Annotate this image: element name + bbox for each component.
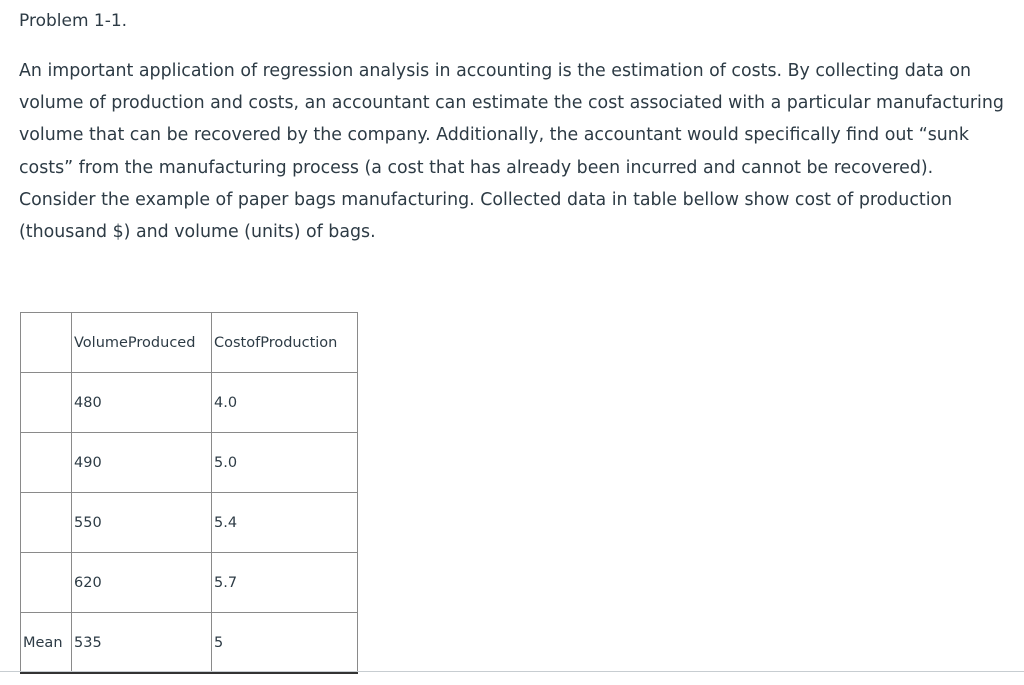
- mean-volume-cell: 535: [72, 613, 212, 674]
- cost-cell: 5.4: [212, 493, 358, 553]
- cost-cell: 5.0: [212, 433, 358, 493]
- volume-cell: 480: [72, 373, 212, 433]
- mean-label-cell: Mean: [21, 613, 72, 674]
- header-volume-produced: VolumeProduced: [72, 313, 212, 373]
- row-label-cell: [21, 553, 72, 613]
- row-label-cell: [21, 373, 72, 433]
- problem-title: Problem 1-1.: [19, 11, 128, 31]
- bottom-divider: [0, 671, 1024, 672]
- data-table: [20, 312, 358, 674]
- header-cost-of-production: CostofProduction: [212, 313, 358, 373]
- table-row: [21, 433, 358, 493]
- mean-cost-cell: 5: [212, 613, 358, 674]
- cost-cell: 5.7: [212, 553, 358, 613]
- table-row-mean: [21, 613, 358, 674]
- row-label-cell: [21, 493, 72, 553]
- problem-description: An important application of regression analysis in accounting is the estimation of costs. By collecting data on volume of production and costs, an accountant can estimate the cost associated with a particular manufacturing volume that can be recovered by the company. Additionally, the accountant would specifically find out “sunk costs” from the manufacturing process (a cost that has already been incurred and cannot be recovered). Consider the example of paper bags manufacturing. Collected data in table bellow show cost of production (thousand $) and volume (units) of bags.: [19, 61, 1004, 243]
- table-row: [21, 373, 358, 433]
- header-cell-empty: [21, 313, 72, 373]
- table-row: [21, 553, 358, 613]
- row-label-cell: [21, 433, 72, 493]
- table-row: [21, 493, 358, 553]
- volume-cell: 550: [72, 493, 212, 553]
- cost-cell: 4.0: [212, 373, 358, 433]
- volume-cell: 620: [72, 553, 212, 613]
- table-header-row: [21, 313, 358, 373]
- volume-cell: 490: [72, 433, 212, 493]
